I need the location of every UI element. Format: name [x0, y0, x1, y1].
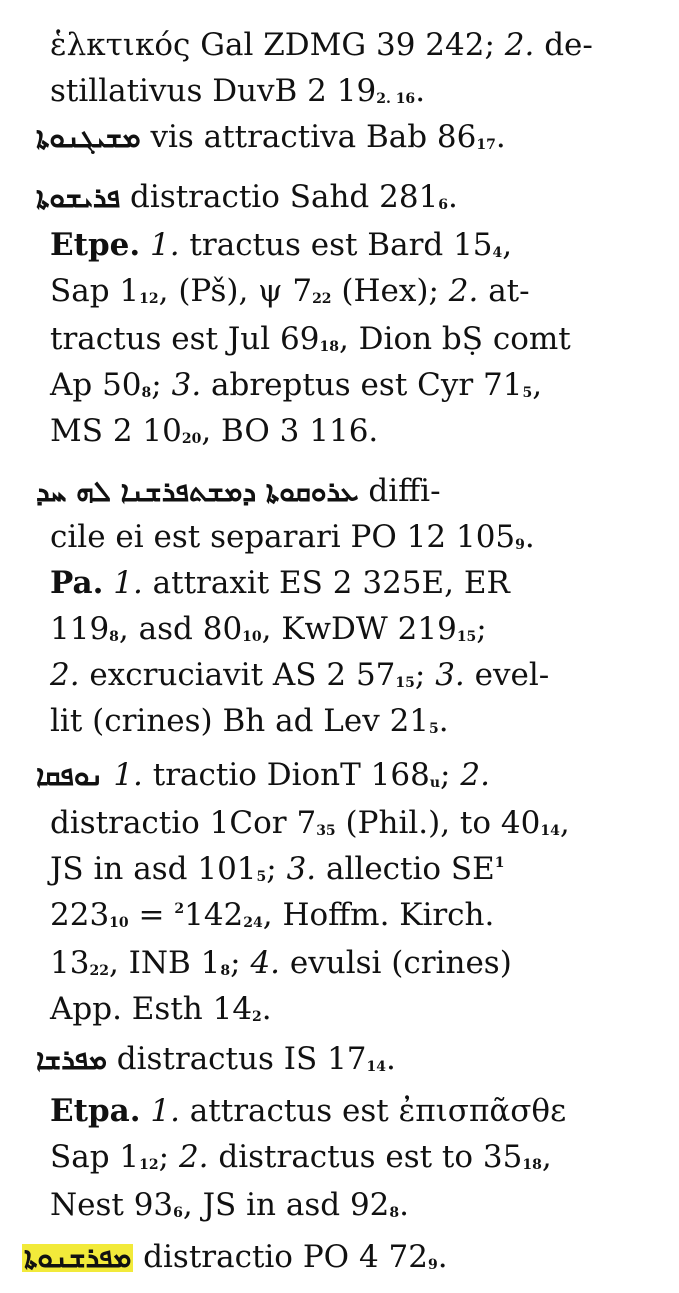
greek-word: ἐπισπᾶσθε	[398, 1093, 567, 1129]
sense-number: 1.	[113, 757, 143, 793]
text: .	[415, 73, 426, 109]
text: ,	[502, 227, 513, 263]
line-22	[36, 1041, 396, 1077]
text: , INB 1	[108, 945, 221, 981]
sense-number: 3.	[286, 851, 317, 887]
line-19	[50, 897, 495, 933]
text: , KwDW 219	[261, 611, 457, 647]
superscript: 1	[494, 855, 505, 871]
subscript: 4	[492, 245, 503, 261]
text: Ap 50	[50, 367, 142, 403]
sense-number: 2.	[448, 273, 479, 309]
text: 223	[50, 897, 110, 933]
subscript: u	[429, 775, 441, 791]
line-6	[50, 273, 530, 309]
subscript: 2. 16	[376, 91, 416, 107]
sense-number: 3.	[435, 657, 465, 693]
text: distractio Sahd 281	[120, 179, 439, 215]
subscript: 10	[242, 629, 262, 645]
line-9	[50, 413, 379, 449]
subscript: 9	[515, 537, 525, 553]
line-14	[50, 657, 550, 693]
text: distractio 1Cor 7	[50, 805, 317, 841]
text: Nest 93	[50, 1187, 174, 1223]
line-18	[50, 851, 505, 887]
text: , Dion bṢ comt	[338, 321, 571, 357]
text: , asd 80	[118, 611, 243, 647]
text: ;	[476, 611, 487, 647]
text: allectio SE	[316, 851, 495, 887]
subscript: 5	[522, 385, 533, 401]
line-2	[50, 73, 426, 109]
text: .	[437, 1239, 448, 1275]
text: .	[261, 991, 272, 1027]
subscript: 15	[456, 629, 477, 645]
subscript: 8	[220, 963, 231, 979]
syriac-headword: ܢܘܦܩܐ	[36, 759, 104, 792]
subscript: 14	[540, 823, 560, 839]
text: Sap 1	[50, 273, 140, 309]
subscript: 2	[252, 1009, 262, 1025]
sense-number: 4.	[250, 945, 281, 981]
text: abreptus est Cyr 71	[201, 367, 523, 403]
line-20	[50, 945, 512, 981]
line-7	[50, 321, 571, 357]
stem-label: Etpa.	[50, 1093, 141, 1129]
sense-number: 1.	[150, 1093, 180, 1129]
text: MS 2 10	[50, 413, 182, 449]
text: distractio PO 4 72	[133, 1239, 428, 1275]
text: .	[524, 519, 535, 555]
subscript: 8	[389, 1205, 400, 1221]
text: at-	[478, 273, 530, 309]
line-11	[50, 519, 535, 555]
text: App. Esth 14	[50, 991, 253, 1027]
text: ;	[440, 757, 461, 793]
stem-label: Pa.	[50, 565, 104, 601]
text: , Hoffm. Kirch.	[262, 897, 495, 933]
superscript: 2	[174, 901, 185, 917]
text: .	[495, 119, 506, 155]
subscript: 20	[181, 431, 202, 447]
subscript: 14	[366, 1059, 387, 1075]
subscript: 18	[319, 339, 339, 355]
subscript: 35	[316, 823, 336, 839]
line-26	[22, 1239, 448, 1275]
line-12	[50, 565, 510, 601]
subscript: 8	[141, 385, 152, 401]
line-16	[36, 757, 490, 793]
line-10	[36, 473, 441, 509]
text: , BO 3 116.	[201, 413, 379, 449]
text: 142	[184, 897, 244, 933]
text: .	[448, 179, 458, 215]
text: tractus est Jul 69	[50, 321, 320, 357]
subscript: 22	[89, 963, 109, 979]
line-13	[50, 611, 487, 647]
text: ;	[230, 945, 251, 981]
text: stillativus DuvB 2 19	[50, 73, 377, 109]
line-15	[50, 703, 449, 739]
subscript: 17	[476, 137, 496, 153]
sense-number: 2.	[460, 757, 490, 793]
text: JS in asd 101	[50, 851, 257, 887]
stem-label: Etpe.	[50, 227, 141, 263]
syriac-headword: ܦܪܝܫܘܬܐ	[36, 181, 121, 214]
text: lit (crines) Bh ad Lev 21	[50, 703, 430, 739]
text: ;	[151, 367, 172, 403]
subscript: 24	[243, 915, 263, 931]
text: vis attractiva Bab 86	[140, 119, 477, 155]
subscript: 22	[312, 291, 332, 307]
subscript: 5	[429, 721, 439, 737]
text: ,	[532, 367, 543, 403]
text: evel-	[464, 657, 550, 693]
subscript: 15	[395, 675, 415, 691]
text: .	[386, 1041, 396, 1077]
line-3	[36, 119, 506, 155]
subscript: 9	[427, 1257, 438, 1273]
greek-word: ἑλκτικός	[50, 27, 191, 63]
text: =	[128, 897, 175, 933]
line-21	[50, 991, 272, 1027]
text: tractus est Bard 15	[179, 227, 493, 263]
text: (Phil.), to 40	[335, 805, 541, 841]
subscript: 10	[109, 915, 129, 931]
syriac-phrase: ܥܪܘܩܘܬܐ ܕܡܫܬܦܪܫܢܐ ܠܗ ܚܕ	[36, 475, 359, 508]
syriac-headword: ܡܦܪܫܐ	[36, 1043, 107, 1076]
sense-number: 2.	[50, 657, 80, 693]
sense-number: 1.	[150, 227, 180, 263]
syriac-headword: ܡܫܝܓܢܘܬܐ	[36, 121, 141, 154]
text: Sap 1	[50, 1139, 140, 1175]
text: .	[438, 703, 449, 739]
subscript: 12	[139, 1157, 159, 1173]
subscript: 6	[438, 197, 449, 213]
text: distractus est to 35	[208, 1139, 523, 1175]
text: tractio DionT 168	[142, 757, 430, 793]
text: (Hex);	[331, 273, 449, 309]
subscript: 8	[109, 629, 119, 645]
highlighted-syriac-headword: ܡܦܪܫܢܘܬܐ	[24, 1241, 132, 1274]
text: evulsi (crines)	[280, 945, 512, 981]
text: ;	[158, 1139, 179, 1175]
text: distractus IS 17	[106, 1041, 367, 1077]
text: attractus est	[179, 1093, 399, 1129]
sense-number: 2.	[178, 1139, 209, 1175]
text: ;	[414, 657, 436, 693]
line-23	[50, 1093, 567, 1129]
text: ,	[541, 1139, 552, 1175]
line-1	[50, 27, 593, 63]
line-8	[50, 367, 543, 403]
subscript: 12	[139, 291, 159, 307]
line-4	[36, 179, 458, 215]
text: attraxit ES 2 325E, ER	[142, 565, 510, 601]
text: cile ei est separari PO 12 105	[50, 519, 516, 555]
text: ,	[559, 805, 570, 841]
text: de-	[534, 27, 593, 63]
sense-number: 3.	[171, 367, 202, 403]
sense-number: 2.	[504, 27, 535, 63]
subscript: 18	[522, 1157, 542, 1173]
line-17	[50, 805, 570, 841]
text: ;	[266, 851, 287, 887]
line-5	[50, 227, 513, 263]
text: .	[399, 1187, 409, 1223]
line-24	[50, 1139, 552, 1175]
text: , (Pš), ψ 7	[158, 273, 313, 309]
subscript: 5	[256, 869, 267, 885]
text: , JS in asd 92	[182, 1187, 390, 1223]
line-25	[50, 1187, 409, 1223]
text: diffi-	[358, 473, 441, 509]
sense-number: 1.	[113, 565, 143, 601]
text: 13	[50, 945, 90, 981]
subscript: 6	[173, 1205, 183, 1221]
text: 119	[50, 611, 110, 647]
text: Gal ZDMG 39 242;	[190, 27, 505, 63]
text: excruciavit AS 2 57	[79, 657, 396, 693]
